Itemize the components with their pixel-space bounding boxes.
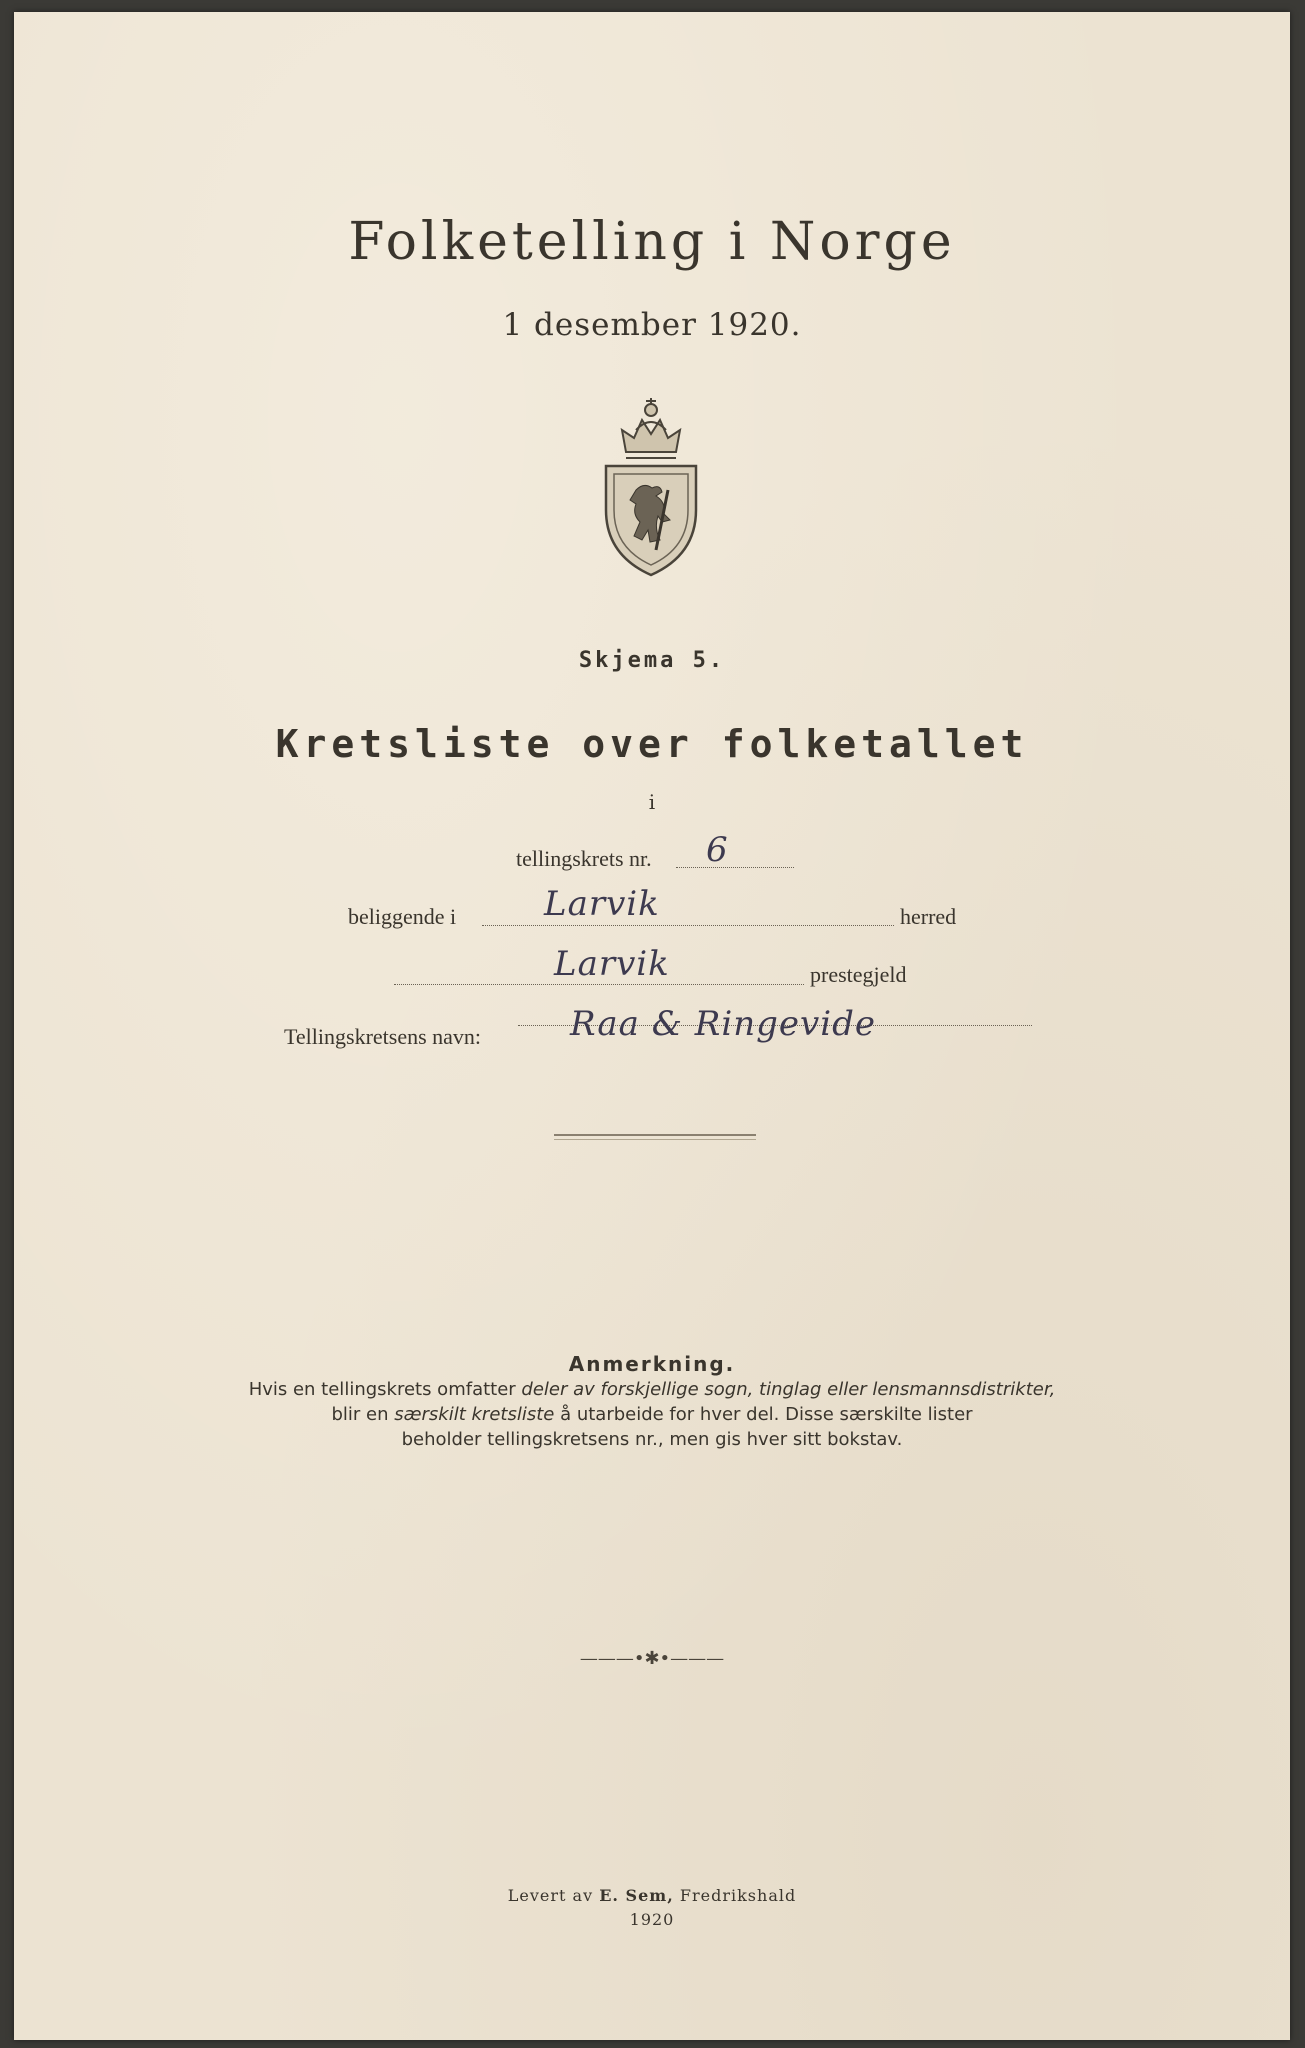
- tellingskrets-label: tellingskrets nr.: [516, 846, 652, 871]
- printer-name: E. Sem,: [599, 1886, 674, 1905]
- printer-city: Fredrikshald: [673, 1886, 797, 1905]
- ornament-divider: ———•✱•———: [579, 1648, 725, 1669]
- page-title: Folketelling i Norge: [348, 212, 956, 272]
- note-title: Anmerkning.: [568, 1352, 736, 1376]
- herred-line: [482, 925, 894, 926]
- note-line-2: [14, 1404, 1290, 1425]
- note-line-2-text: blir en: [331, 1404, 395, 1425]
- divider-line-thin: [554, 1139, 756, 1140]
- note-line-1-italic: deler av forskjellige sogn, tinglag eller lensmannsdistrikter,: [521, 1379, 1056, 1400]
- connector-text: i: [648, 790, 656, 814]
- form-heading: Kretsliste over folketallet: [275, 722, 1029, 766]
- coat-of-arms-icon: [596, 390, 706, 580]
- divider-line: [554, 1134, 756, 1136]
- herred-suffix: herred: [900, 904, 957, 929]
- census-date: 1 desember 1920.: [502, 307, 802, 343]
- note-line-1-text: Hvis en tellingskrets omfatter: [248, 1379, 522, 1400]
- note-line-2-italic: særskilt kretsliste: [394, 1404, 555, 1425]
- tellingskrets-value: 6: [706, 830, 729, 870]
- printer-credit: [14, 1886, 1290, 1905]
- prestegjeld-value: Larvik: [554, 944, 670, 984]
- schema-number: Skjema 5.: [578, 648, 726, 673]
- note-line-3: beholder tellingskretsens nr., men gis hver sitt bokstav.: [401, 1429, 903, 1450]
- printer-year: 1920: [629, 1910, 675, 1929]
- printer-prefix: Levert av: [507, 1886, 600, 1905]
- beliggende-label: beliggende i: [348, 904, 457, 929]
- tellingskrets-line: [676, 867, 794, 868]
- prestegjeld-suffix: prestegjeld: [810, 962, 907, 987]
- prestegjeld-line: [394, 984, 804, 985]
- note-line-1: [14, 1379, 1290, 1400]
- krets-navn-value: Raa & Ringevide: [570, 1004, 877, 1044]
- census-form-page: [14, 12, 1290, 2040]
- herred-value: Larvik: [544, 884, 660, 924]
- note-line-2-end: å utarbeide for hver del. Disse særskilte lister: [554, 1404, 973, 1425]
- krets-navn-label: Tellingskretsens navn:: [284, 1024, 482, 1049]
